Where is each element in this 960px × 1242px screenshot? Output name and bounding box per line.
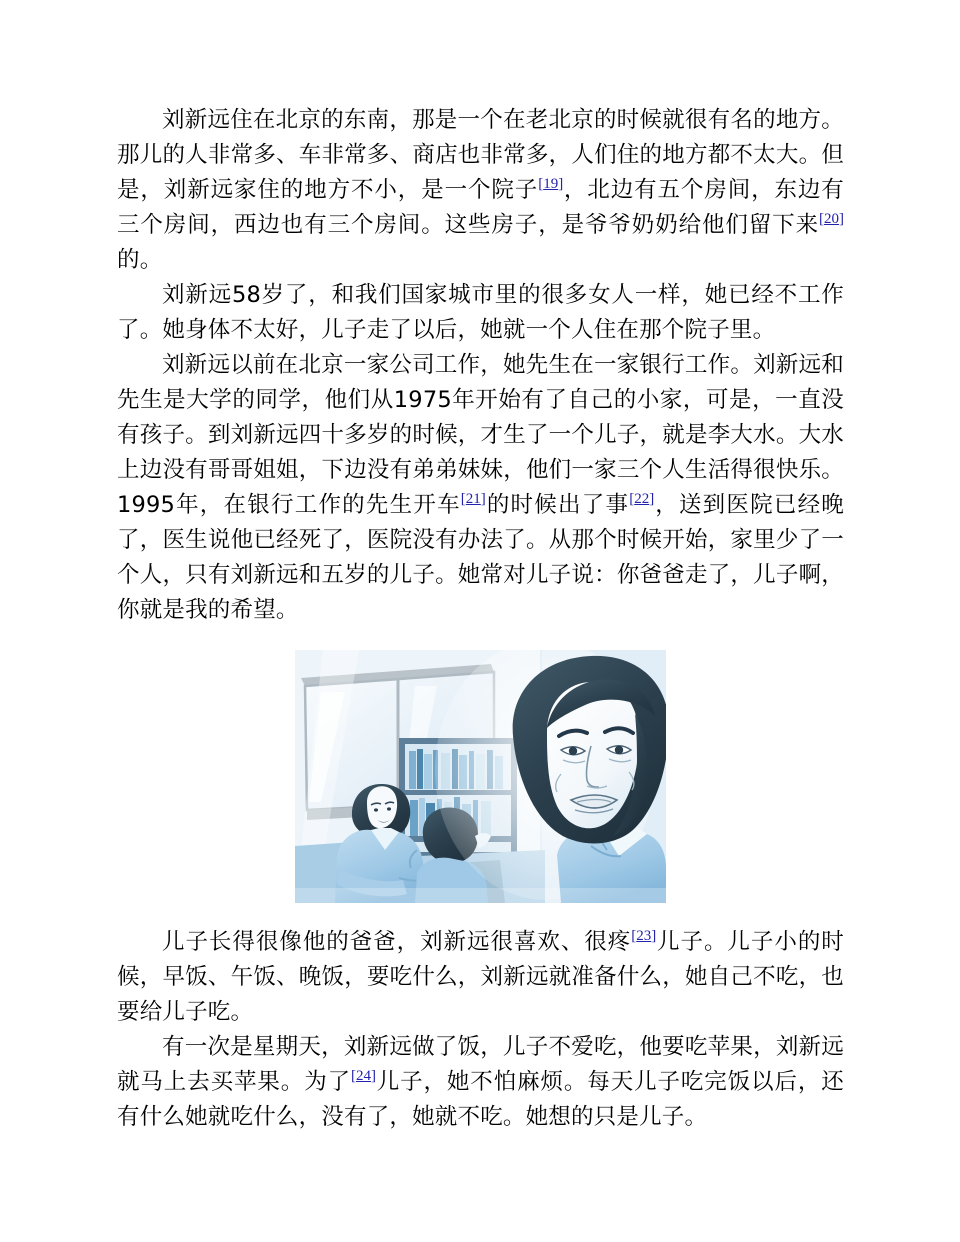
footnote-ref-22[interactable]: [22] [629, 491, 655, 507]
illustration-container [117, 628, 844, 925]
paragraph-3: 刘新远以前在北京一家公司工作，她先生在一家银行工作。刘新远和先生是大学的同学，他们从1975年开始有了自己的小家，可是，一直没有孩子。到刘新远四十多岁的时候，才生了一个儿子，就是李大水。大水上边没有哥哥姐姐，下边没有弟弟妹妹，他们一家三个人生活得很快乐。1995年，在银行工作的先生开车[21]的时候出了事[22]，送到医院已经晚了，医生说他已经死了，医院没有办法了。从那个时候开始，家里少了一个人，只有刘新远和五岁的儿子。她常对儿子说：你爸爸走了，儿子啊，你就是我的希望。 [117, 352, 844, 623]
paragraph-4: 儿子长得很像他的爸爸，刘新远很喜欢、很疼[23]儿子。儿子小的时候，早饭、午饭、晚饭，要吃什么，刘新远就准备什么，她自己不吃，也要给儿子吃。 [117, 928, 844, 1025]
footnote-ref-24[interactable]: [24] [351, 1068, 376, 1084]
document-content [117, 103, 844, 1135]
footnote-ref-23[interactable]: [23] [631, 928, 657, 944]
footnote-ref-19[interactable]: [19] [538, 176, 564, 192]
paragraph-5: 有一次是星期天，刘新远做了饭，儿子不爱吃，他要吃苹果，刘新远就马上去买苹果。为了[24]儿子，她不怕麻烦。每天儿子吃完饭以后，还有什么她就吃什么，没有了，她就不吃。她想的只是儿子。 [117, 1034, 844, 1130]
paragraph-2: 刘新远58岁了，和我们国家城市里的很多女人一样，她已经不工作了。她身体不太好，儿子走了以后，她就一个人住在那个院子里。 [117, 282, 844, 343]
footnote-ref-21[interactable]: [21] [460, 491, 486, 507]
paragraph-1: 刘新远住在北京的东南，那是一个在老北京的时候就很有名的地方。那儿的人非常多、车非常多、商店也非常多，人们住的地方都不太大。但是，刘新远家住的地方不小，是一个院子[19]，北边有五个房间，东边有三个房间，西边也有三个房间。这些房子，是爷爷奶奶给他们留下来[20]的。 [117, 107, 844, 273]
story-illustration [295, 650, 666, 903]
illustration-svg [295, 650, 666, 903]
footnote-ref-20[interactable]: [20] [819, 211, 844, 227]
